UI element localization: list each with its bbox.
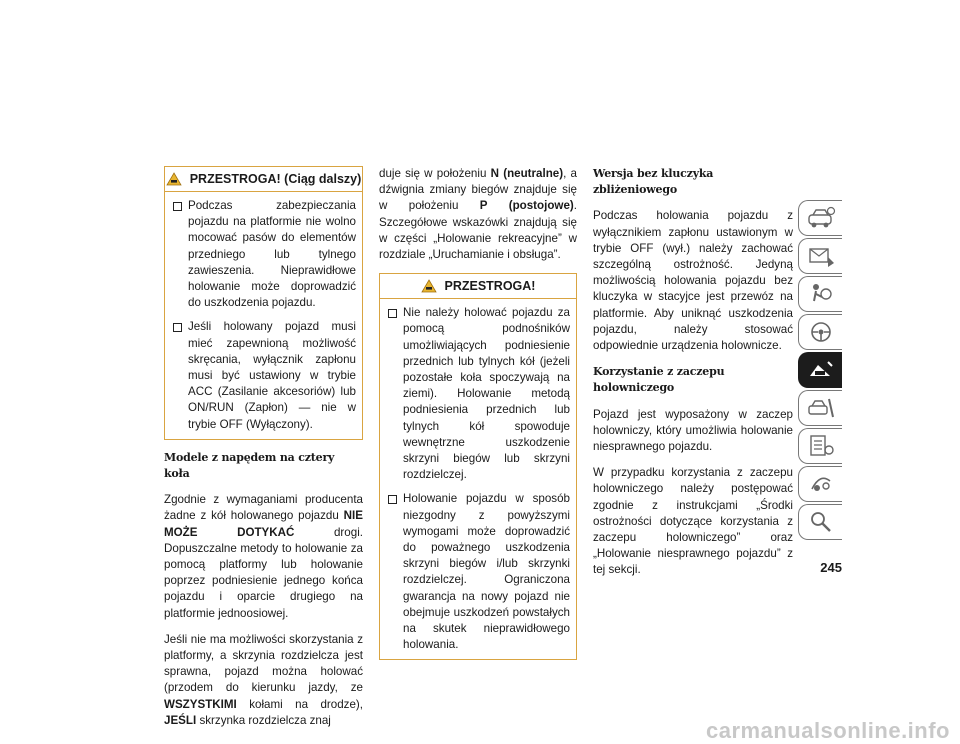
checkbox-bullet-icon [173, 202, 182, 211]
tab-multimedia[interactable] [798, 466, 842, 502]
checkbox-bullet-icon [388, 309, 397, 318]
section-heading-keyless: Wersja bez kluczyka zbliżeniowego [593, 167, 714, 197]
tab-steering[interactable] [798, 314, 842, 350]
paragraph: Pojazd jest wyposażony w zaczep holowniczy, który umożliwia holowanie niesprawnego pojazdu. [593, 407, 793, 454]
page-number: 245 [820, 560, 842, 575]
emergency-tow-icon [806, 357, 836, 383]
tab-specs[interactable] [798, 428, 842, 464]
chapter-tabs [798, 200, 842, 542]
watermark: carmanualsonline.info [706, 718, 950, 743]
warning-triangle-icon [421, 279, 437, 293]
warning-triangle-icon [166, 172, 182, 186]
warning-box [379, 273, 577, 660]
warning-header [380, 274, 576, 299]
warning-title: PRZESTROGA! (Ciąg dalszy) [189, 171, 362, 186]
specs-list-icon [806, 433, 836, 459]
checkbox-bullet-icon [173, 323, 182, 332]
paragraph: duje się w położeniu N (neutralne), a dźwignia zmiany biegów znajduje się w położeniu P (postojowe). Szczegółowe wskazówki znajdują się w części „Holowanie rekreacyjne” w rozdziale „Uruchamianie i obsługa”. [379, 167, 578, 262]
paragraph: Zgodnie z wymaganiami producenta żadne z kół holowanego pojazdu NIE MOŻE DOTYKAĆ drogi. Dopuszczalne metody to holowanie za pomocą platformy lub holowanie poprzez podniesienie jednego końca pojazdu i oparcie drugiego na platformie jednoosiowej. [164, 493, 363, 620]
tab-emergency[interactable] [798, 352, 842, 388]
steering-wheel-icon [806, 319, 836, 345]
search-icon [806, 509, 836, 535]
paragraph: Podczas holowania pojazdu z wyłącznikiem zapłonu ustawionym w trybie OFF (wył.) należy zachować szczególną ostrożność. Jedyną możliwością holowania pojazdu bez kluczyka w stacyjce jest przewóz na platformie. Aby uniknąć uszkodzenia pojazdu, należy stosować odpowiednie urządzenia holownicze. [593, 209, 793, 353]
paragraph: W przypadku korzystania z zaczepu holowniczego należy postępować zgodnie z instrukcjami „Środki ostrożności dotyczące korzystania z zaczepu holowniczego” oraz „Holowanie niesprawnego pojazdu” z tej sekcji. [593, 466, 793, 577]
warning-header [165, 167, 362, 192]
tab-car-info[interactable] [798, 200, 842, 236]
section-heading-4wd: Modele z napędem na cztery koła [164, 450, 335, 481]
warning-item: Nie należy holować pojazdu za pomocą podnośników umożliwiających podniesienie przednich lub tylnych kół (jeżeli pozostałe koła spoczywają na ziemi). Holowanie metodą podniesienia przednich lub tylnych kół spowoduje wewnętrzne uszkodzenie skrzyni biegów lub skrzyni rozdzielczej. [386, 305, 570, 483]
warning-box-continued [164, 166, 363, 440]
warning-item: Podczas zabezpieczania pojazdu na platformie nie wolno mocować pasów do elementów przedniego lub tylnego zawieszenia. Nieprawidłowe holowanie może doprowadzić do uszkodzenia pojazdu. [171, 198, 356, 311]
paragraph: Jeśli nie ma możliwości skorzystania z platformy, a skrzynia rozdzielcza jest sprawna, pojazd można holować (przodem do kierunku jazdy, ze WSZYSTKIMI kołami na drodze), JEŚLI skrzynka rozdzielcza znaj [164, 632, 363, 727]
tab-index[interactable] [798, 504, 842, 540]
column-2 [379, 166, 577, 670]
warning-item: Holowanie pojazdu w sposób niezgodny z powyższymi wymogami może doprowadzić do poważnego uszkodzenia skrzyni biegów i/lub skrzynki rozdzielczej. Ograniczona gwarancja na nowy pojazd nie obejmuje uszkodzeń powstałych na skutek nieprawidłowego holowania. [386, 491, 570, 653]
service-car-icon [806, 395, 836, 421]
tab-airbag[interactable] [798, 276, 842, 312]
multimedia-icon [806, 471, 836, 497]
message-icon [806, 243, 836, 269]
tab-messages[interactable] [798, 238, 842, 274]
checkbox-bullet-icon [388, 495, 397, 504]
car-info-icon [806, 205, 836, 231]
column-3 [593, 166, 793, 589]
section-heading-tow-hook: Korzystanie z zaczepu holowniczego [593, 365, 725, 395]
airbag-icon [806, 281, 836, 307]
warning-title: PRZESTROGA! [444, 279, 536, 294]
tab-service[interactable] [798, 390, 842, 426]
column-1 [164, 166, 363, 739]
warning-item: Jeśli holowany pojazd musi mieć zapewnioną możliwość skręcania, wyłącznik zapłonu musi być ustawiony w trybie ACC (Zasilanie akcesoriów) lub ON/RUN (Zapłon) — nie w trybie OFF (Wyłączony). [171, 319, 356, 432]
